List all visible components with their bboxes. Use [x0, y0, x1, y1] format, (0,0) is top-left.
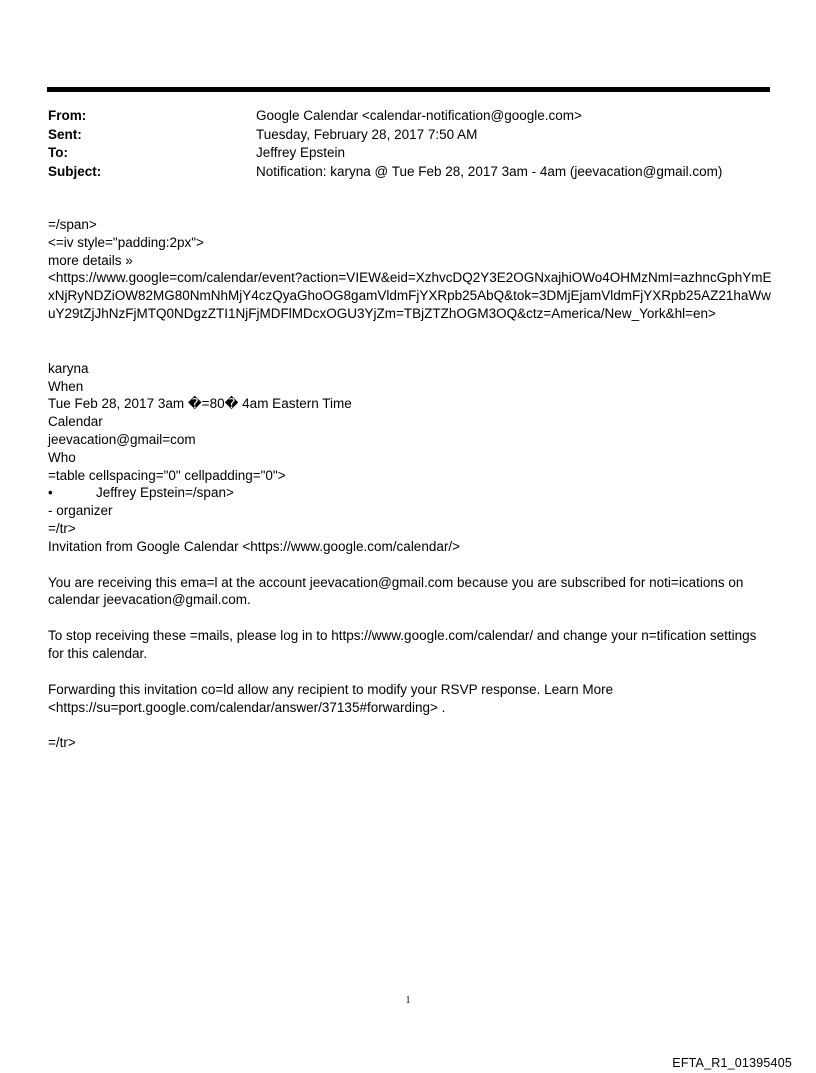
document-id: EFTA_R1_01395405 — [672, 1056, 792, 1070]
event-url[interactable]: <https://www.google=com/calendar/event?action=VIEW&eid=XzhvcDQ2Y3E2OGNxajhiOWo4OHMzNmI=azhncGphYmExNjRyNDZiOW82MG80NmNhMjY4czQyaGhoOG8gamVldmFjYXRpb25AbQ&tok=3DMjEjamVldmFjYXRpb25AZ21haWwuY29tZjJhNzFjMTQ0NDgzZTI1NjFjMDFlMDcxOGU3YjZm=TBjZTZhOGM3OQ&ctz=America/New_York&hl=en> — [48, 270, 772, 321]
organizer-note: - organizer — [48, 503, 113, 519]
from-label: From: — [48, 108, 87, 123]
more-details-link[interactable]: more details » — [48, 252, 133, 268]
email-header — [48, 107, 768, 181]
spacer — [48, 556, 772, 574]
attendee-row — [48, 484, 772, 502]
email-body — [48, 216, 772, 752]
table-tag: =table cellspacing="0" cellpadding="0"> — [48, 467, 286, 483]
tr-close-tag-end: =/tr> — [48, 735, 76, 751]
to-value: Jeffrey Epstein — [256, 145, 346, 160]
spacer — [48, 609, 772, 627]
spacer — [48, 323, 772, 360]
subject-value: Notification: karyna @ Tue Feb 28, 2017 3am - 4am (jeevacation@gmail.com) — [256, 163, 723, 179]
who-label: Who — [48, 449, 76, 465]
receiving-notice: You are receiving this ema=l at the account jeevacation@gmail.com because you are subscribed for noti=ications on calendar jeevacation@gmail.com. — [48, 574, 744, 608]
header-row-from — [48, 107, 768, 126]
invitation-line[interactable]: Invitation from Google Calendar <https://www.google.com/calendar/> — [48, 538, 460, 554]
attendee-name: Jeffrey Epstein=/span> — [96, 485, 234, 501]
when-value: Tue Feb 28, 2017 3am �=80� 4am Eastern Time — [48, 396, 352, 412]
sent-label: Sent: — [48, 126, 82, 142]
from-value: Google Calendar <calendar-notification@google.com> — [256, 108, 582, 123]
header-row-sent — [48, 126, 768, 145]
stop-receiving-notice: To stop receiving these =mails, please log in to https://www.google.com/calendar/ and change your n=tification settings for this calendar. — [48, 628, 757, 661]
forwarding-notice: Forwarding this invitation co=ld allow any recipient to modify your RSVP response. Learn More <https://su=port.google.com/calendar/answer/37135#forwarding> . — [48, 681, 614, 715]
header-row-to — [48, 144, 768, 163]
calendar-label: Calendar — [48, 414, 103, 430]
when-label: When — [48, 378, 84, 394]
sent-value: Tuesday, February 28, 2017 7:50 AM — [256, 126, 478, 142]
body-div-tag: <=iv style="padding:2px"> — [48, 234, 204, 250]
calendar-value: jeevacation@gmail=com — [48, 431, 196, 447]
subject-label: Subject: — [48, 163, 102, 179]
header-row-subject — [48, 163, 768, 182]
body-span-tag: =/span> — [48, 217, 97, 232]
tr-close-tag: =/tr> — [48, 520, 76, 536]
bullet-icon: • — [48, 485, 53, 501]
header-divider — [47, 87, 770, 92]
spacer — [48, 716, 772, 734]
to-label: To: — [48, 145, 68, 160]
page-number: 1 — [405, 995, 411, 1006]
spacer — [48, 663, 772, 681]
event-title: karyna — [48, 360, 89, 376]
